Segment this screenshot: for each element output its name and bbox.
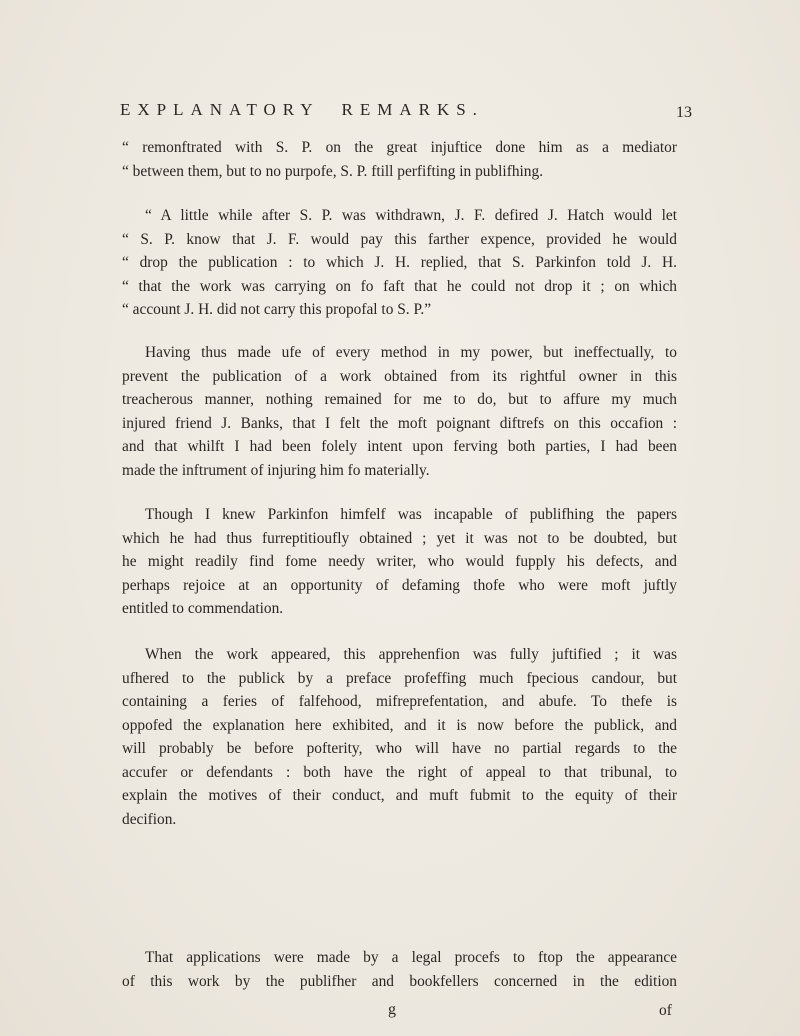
- text-line: Having thus made ufe of every method in my power, but ineffectually, to: [145, 344, 677, 361]
- text-line: perhaps rejoice at an opportunity of defaming thofe who were moft juftly: [122, 576, 677, 594]
- text-line: explain the motives of their conduct, and muft fubmit to the equity of their: [122, 787, 677, 804]
- text-line: “ drop the publication : to which J. H. replied, that S. Parkinfon told J. H.: [122, 254, 677, 271]
- text-line: he might readily find fome needy writer, who would fupply his defects, and: [122, 553, 677, 570]
- text-line: which he had thus furreptitioufly obtained ; yet it was not to be doubted, but: [122, 529, 677, 547]
- text-line: “ account J. H. did not carry this propofal to S. P.”: [122, 301, 432, 318]
- text-line: accufer or defendants : both have the right of appeal to that tribunal, to: [122, 763, 677, 781]
- text-line: decifion.: [122, 810, 177, 828]
- text-line: “ A little while after S. P. was withdrawn, J. F. defired J. Hatch would let: [145, 207, 677, 224]
- paragraph-4: [122, 946, 677, 993]
- text-line: treacherous manner, nothing remained for me to do, but to affure my much: [122, 391, 677, 408]
- text-line: oppofed the explanation here exhibited, and it is now before the publick, and: [122, 716, 677, 734]
- text-line: That applications were made by a legal procefs to ftop the appearance: [145, 949, 677, 966]
- quote-block-1: [122, 136, 677, 183]
- text-line: containing a feries of falfehood, mifreprefentation, and abufe. To thefe is: [122, 693, 677, 710]
- text-line: “ between them, but to no purpofe, S. P. ftill perfifting in publifhing.: [122, 162, 544, 180]
- text-line: and that whilft I had been folely intent upon ferving both parties, I had been: [122, 438, 677, 455]
- text-line: made the inftrument of injuring him fo materially.: [122, 461, 430, 479]
- paragraph-2: [122, 503, 677, 621]
- signature-mark: g: [388, 1001, 396, 1018]
- text-line: “ that the work was carrying on fo faft that he could not drop it ; on which: [122, 277, 677, 295]
- text-line: “ S. P. know that J. F. would pay this farther expence, provided he would: [122, 230, 677, 248]
- text-line: When the work appeared, this apprehenfion was fully juftified ; it was: [145, 646, 677, 663]
- catchword: of: [659, 1002, 672, 1019]
- page-number: 13: [676, 104, 692, 121]
- quote-block-2: [122, 204, 677, 322]
- paragraph-3: [122, 643, 677, 831]
- running-head: [120, 100, 484, 120]
- text-line: ufhered to the publick by a preface profeffing much fpecious candour, but: [122, 669, 677, 687]
- text-line: of this work by the publifher and bookfellers concerned in the edition: [122, 972, 677, 990]
- running-head-left: EXPLANATORY: [120, 100, 320, 119]
- running-head-right: REMARKS.: [341, 100, 484, 119]
- text-line: prevent the publication of a work obtained from its rightful owner in this: [122, 367, 677, 385]
- text-line: injured friend J. Banks, that I felt the moft poignant diftrefs on this occafion :: [122, 414, 677, 432]
- text-line: Though I knew Parkinfon himfelf was incapable of publifhing the papers: [145, 506, 677, 523]
- paragraph-1: [122, 341, 677, 482]
- text-line: “ remonftrated with S. P. on the great injuftice done him as a mediator: [122, 139, 677, 156]
- text-line: entitled to commendation.: [122, 600, 284, 617]
- text-line: will probably be before pofterity, who will have no partial regards to the: [122, 740, 677, 757]
